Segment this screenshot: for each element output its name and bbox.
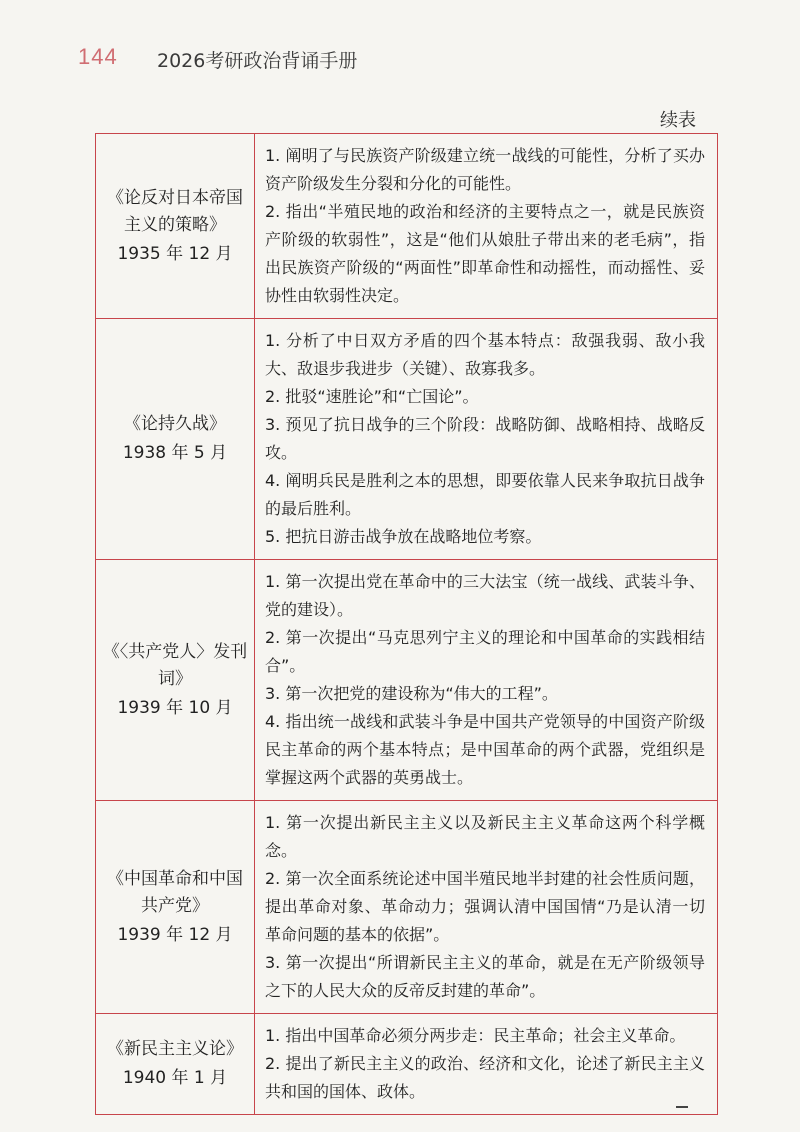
work-title: 《论持久战》 [124, 414, 226, 434]
work-date: 1935 年 12 月 [117, 243, 233, 264]
key-point: 3. 第一次把党的建设称为“伟大的工程”。 [265, 684, 558, 703]
work-date: 1940 年 1 月 [122, 1068, 228, 1088]
key-point: 4. 阐明兵民是胜利之本的思想，即要依靠人民来争取抗日战争的最后胜利。 [265, 471, 705, 518]
key-point: 2. 指出“半殖民地的政治和经济的主要特点之一，就是民族资产阶级的软弱性”，这是“他们从娘肚子带出来的老毛病”，指出民族资产阶级的“两面性”即革命性和动摇性，而动摇性、妥协性由软弱性决定。 [265, 202, 705, 305]
work-title: 《〈共产党人〉发刊词》 [102, 641, 248, 689]
work-date: 1939 年 12 月 [117, 924, 233, 945]
key-point: 1. 分析了中日双方矛盾的四个基本特点：敌强我弱、敌小我大、敌退步我进步（关键）、敌寡我多。 [265, 331, 705, 378]
key-point: 5. 把抗日游击战争放在战略地位考察。 [265, 527, 542, 546]
key-point: 2. 批驳“速胜论”和“亡国论”。 [265, 387, 479, 406]
table-row [96, 134, 718, 319]
key-point: 1. 第一次提出新民主主义以及新民主主义革命这两个科学概念。 [265, 813, 705, 860]
works-table [95, 133, 718, 1115]
page-header [0, 0, 800, 131]
continued-label: 续表 [660, 110, 696, 131]
table-row [96, 560, 718, 801]
key-point: 1. 指出中国革命必须分两步走：民主革命；社会主义革命。 [265, 1026, 686, 1045]
table-row [96, 1014, 718, 1115]
work-title: 《论反对日本帝国主义的策略》 [107, 187, 243, 235]
work-title: 《中国革命和中国共产党》 [107, 868, 243, 916]
key-point: 2. 提出了新民主主义的政治、经济和文化，论述了新民主主义共和国的国体、政体。 [265, 1054, 705, 1101]
work-title-cell [96, 560, 255, 801]
key-point: 2. 第一次提出“马克思列宁主义的理论和中国革命的实践相结合”。 [265, 628, 705, 675]
table-row [96, 801, 718, 1014]
table-row [96, 319, 718, 560]
key-point: 3. 预见了抗日战争的三个阶段：战略防御、战略相持、战略反攻。 [265, 415, 705, 462]
work-title-cell [96, 134, 255, 319]
work-title: 《新民主主义论》 [107, 1039, 243, 1059]
key-point: 4. 指出统一战线和武装斗争是中国共产党领导的中国资产阶级民主革命的两个基本特点；是中国革命的两个武器，党组织是掌握这两个武器的英勇战士。 [265, 712, 705, 787]
work-points-cell [255, 134, 718, 319]
work-points-cell [255, 560, 718, 801]
book-title: 2026考研政治背诵手册 [157, 50, 358, 72]
work-points-cell [255, 319, 718, 560]
page-number: 144 [78, 44, 118, 69]
work-title-cell [96, 801, 255, 1014]
work-date: 1938 年 5 月 [122, 443, 228, 463]
key-point: 3. 第一次提出“所谓新民主主义的革命，就是在无产阶级领导之下的人民大众的反帝反封建的革命”。 [265, 953, 705, 1000]
work-title-cell [96, 1014, 255, 1115]
work-title-cell [96, 319, 255, 560]
key-point: 2. 第一次全面系统论述中国半殖民地半封建的社会性质问题，提出革命对象、革命动力；强调认清中国国情“乃是认清一切革命问题的基本的依据”。 [265, 869, 705, 944]
work-date: 1939 年 10 月 [117, 697, 233, 718]
key-point: 1. 第一次提出党在革命中的三大法宝（统一战线、武装斗争、党的建设）。 [265, 572, 705, 619]
work-points-cell [255, 801, 718, 1014]
corner-mark [676, 1106, 688, 1108]
work-points-cell [255, 1014, 718, 1115]
key-point: 1. 阐明了与民族资产阶级建立统一战线的可能性，分析了买办资产阶级发生分裂和分化的可能性。 [265, 146, 705, 193]
